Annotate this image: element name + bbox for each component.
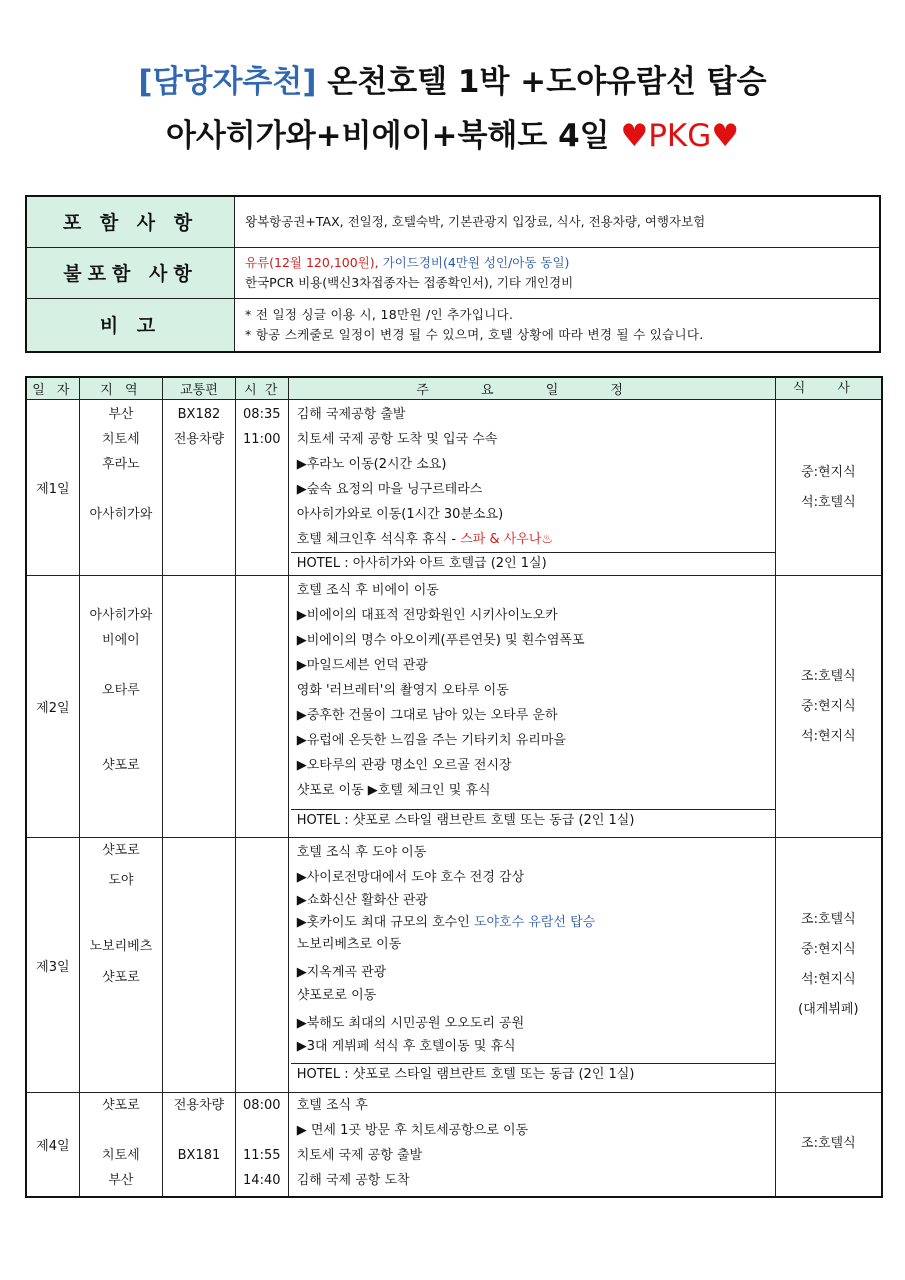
plan-item: ▶홋카이도 최대 규모의 호수인 도야호수 유람선 탑승	[296, 915, 596, 930]
plan-cell	[288, 838, 775, 1093]
region: 도야	[108, 873, 134, 888]
title-line-2	[0, 110, 905, 155]
region-cell	[79, 576, 162, 838]
plan-item: ▶비에이의 대표적 전망화원인 시키사이노오카	[296, 608, 558, 623]
time-cell	[235, 1093, 288, 1197]
plan-cell	[288, 576, 775, 838]
meal: 석:현지식	[801, 972, 856, 987]
header-region: 지 역	[79, 377, 162, 400]
heart-icon: ♥	[620, 118, 649, 154]
meal-cell	[775, 1093, 882, 1197]
included-text: 왕복항공권+TAX, 전일정, 호텔숙박, 기본관광지 입장료, 식사, 전용차량, 여행자보험	[235, 196, 881, 247]
region: 샷포로	[102, 970, 140, 985]
meal: 석:현지식	[801, 728, 856, 744]
transport-cell	[163, 1093, 236, 1197]
schedule-table	[25, 376, 883, 1198]
meal: 조:호텔식	[801, 668, 856, 684]
plan-item: 샷포로 이동 ▶호텔 체크인 및 휴식	[296, 783, 491, 798]
plan-item: ▶ 면세 1곳 방문 후 치토세공항으로 이동	[296, 1123, 529, 1138]
time: 08:35	[243, 407, 281, 422]
region	[81, 728, 161, 753]
region	[81, 477, 161, 502]
note-1: * 전 일정 싱글 이용 시, 18만원 /인 추가입니다.	[245, 306, 514, 322]
title-line-1	[0, 56, 905, 101]
day-row	[26, 400, 882, 576]
region: 오타루	[102, 683, 140, 698]
plan-cell	[288, 400, 775, 576]
heart-icon: ♥	[711, 118, 740, 154]
plan-cell	[288, 1093, 775, 1197]
region-cell	[79, 838, 162, 1093]
header-time: 시 간	[235, 377, 288, 400]
plan-item: ▶지옥계곡 관광	[296, 965, 387, 980]
region: 샷포로	[102, 843, 140, 858]
region	[81, 703, 161, 728]
meal: 중:현지식	[801, 942, 856, 957]
time: 11:55	[243, 1148, 281, 1163]
transport: 전용차량	[173, 432, 225, 447]
region: 부산	[108, 407, 134, 422]
header-plan: 주 요 일 정	[288, 377, 775, 400]
included-label: 포 함 사 항	[26, 196, 235, 247]
header-transport: 교통편	[163, 377, 236, 400]
plan-item: ▶중후한 건물이 그대로 남아 있는 오타루 운하	[296, 708, 558, 723]
region: 비에이	[102, 633, 140, 648]
region	[81, 653, 161, 678]
plan-item: ▶유럽에 온듯한 느낌을 주는 기타키치 유리마을	[296, 733, 566, 748]
pkg-label: PKG	[648, 118, 712, 154]
title-tag: [담당자추천]	[138, 64, 317, 100]
plan-item: 노보리베츠로 이동	[296, 937, 402, 952]
day-label: 제4일	[26, 1093, 79, 1197]
meal: 석:호텔식	[801, 494, 856, 510]
plan-item: ▶후라노 이동(2시간 소요)	[296, 457, 447, 472]
plan-item: 치토세 국제 공항 출발	[296, 1148, 423, 1163]
title-line1-text: 온천호텔 1박 +도야유람선 탑승	[327, 64, 767, 100]
plan-item: ▶비에이의 명수 아오이케(푸른연못) 및 흰수염폭포	[296, 633, 585, 648]
lake-cruise-highlight: 도야호수 유람선 탑승	[473, 915, 596, 930]
plan-item: 김해 국제공항 출발	[296, 407, 406, 422]
schedule-header-row	[26, 377, 882, 400]
time	[237, 1118, 287, 1143]
meal: (대게뷔페)	[798, 1002, 859, 1017]
plan-item: ▶마일드세븐 언덕 관광	[296, 658, 428, 673]
time-cell	[235, 576, 288, 838]
time-cell	[235, 400, 288, 576]
transport: BX181	[177, 1148, 221, 1163]
region: 치토세	[102, 432, 140, 447]
region: 부산	[108, 1173, 134, 1188]
excluded-label: 불포함 사항	[26, 247, 235, 298]
region: 샷포로	[102, 1098, 140, 1113]
meal: 중:현지식	[801, 464, 856, 480]
day-label: 제1일	[26, 400, 79, 576]
plan-item: 아사히가와로 이동(1시간 30분소요)	[296, 507, 504, 522]
excluded-line2: 한국PCR 비용(백신3차접종자는 접종확인서), 기타 개인경비	[245, 274, 574, 290]
transport-cell	[163, 400, 236, 576]
meal-cell	[775, 400, 882, 576]
time: 14:40	[243, 1173, 281, 1188]
plan-item: 호텔 체크인후 석식후 휴식 - 스파 & 사우나♨	[296, 532, 554, 547]
note-label: 비 고	[26, 298, 235, 352]
transport	[164, 1168, 234, 1193]
hotel-info: HOTEL : 아사히가와 아트 호텔급 (2인 1실)	[291, 552, 775, 575]
plan-item: ▶사이로전망대에서 도야 호수 전경 감상	[296, 870, 525, 885]
region	[81, 899, 161, 933]
day-row	[26, 576, 882, 838]
region-cell	[79, 400, 162, 576]
transport-cell	[163, 838, 236, 1093]
transport-cell	[163, 576, 236, 838]
meal: 조:호텔식	[801, 1136, 856, 1152]
region: 치토세	[102, 1148, 140, 1163]
plan-item: ▶오타루의 관광 명소인 오르골 전시장	[296, 758, 512, 773]
region: 후라노	[102, 457, 140, 472]
plan-item: 호텔 조식 후	[296, 1098, 368, 1113]
note-text	[235, 298, 881, 352]
info-table	[25, 195, 881, 353]
region: 샷포로	[102, 758, 140, 773]
plan-item: ▶북해도 최대의 시민공원 오오도리 공원	[296, 1016, 525, 1031]
hotel-info: HOTEL : 샷포로 스타일 램브란트 호텔 또는 동급 (2인 1실)	[291, 1063, 775, 1086]
excluded-guide: 가이드경비(4만원 성인/아동 동일)	[382, 254, 570, 270]
region: 노보리베츠	[89, 939, 153, 954]
time-cell	[235, 838, 288, 1093]
note-2: * 항공 스케줄로 일정이 변경 될 수 있으며, 호텔 상황에 따라 변경 될 수 있습니다.	[245, 326, 704, 342]
plan-item: 영화 '러브레터'의 촬영지 오타루 이동	[296, 683, 509, 698]
time: 08:00	[243, 1098, 281, 1113]
plan-item: 김해 국제 공항 도착	[296, 1173, 410, 1188]
header-meal: 식 사	[775, 377, 882, 400]
plan-item: 호텔 조식 후 비에이 이동	[296, 583, 439, 598]
meal: 중:현지식	[801, 698, 856, 714]
excluded-text	[235, 247, 881, 298]
plan-item: 호텔 조식 후 도야 이동	[296, 845, 427, 860]
transport	[164, 1118, 234, 1143]
region: 아사히가와	[89, 608, 153, 623]
plan-item: ▶3대 게뷔페 석식 후 호텔이동 및 휴식	[296, 1039, 516, 1054]
plan-item: 샷포로로 이동	[296, 988, 377, 1003]
hotel-info: HOTEL : 샷포로 스타일 램브란트 호텔 또는 동급 (2인 1실)	[291, 809, 775, 832]
meal: 조:호텔식	[801, 912, 856, 927]
day-label: 제2일	[26, 576, 79, 838]
transport: 전용차량	[173, 1098, 225, 1113]
time: 11:00	[243, 432, 281, 447]
day-label: 제3일	[26, 838, 79, 1093]
meal-cell	[775, 838, 882, 1093]
region: 아사히가와	[89, 507, 153, 522]
plan-item: ▶숲속 요정의 마을 닝구르테라스	[296, 482, 483, 497]
day-row	[26, 1093, 882, 1197]
title-line2-text: 아사히가와+비에이+북해도 4일	[165, 118, 610, 154]
day-row	[26, 838, 882, 1093]
excluded-fuel: 유류(12월 120,100원),	[245, 254, 379, 270]
region	[81, 1118, 161, 1143]
spa-highlight: 스파 & 사우나♨	[460, 532, 554, 547]
plan-item: ▶쇼화신산 활화산 관광	[296, 893, 428, 908]
plan-item: 치토세 국제 공항 도착 및 입국 수속	[296, 432, 498, 447]
meal-cell	[775, 576, 882, 838]
transport: BX182	[177, 407, 221, 422]
header-day: 일 자	[26, 377, 79, 400]
region-cell	[79, 1093, 162, 1197]
region	[81, 578, 161, 603]
